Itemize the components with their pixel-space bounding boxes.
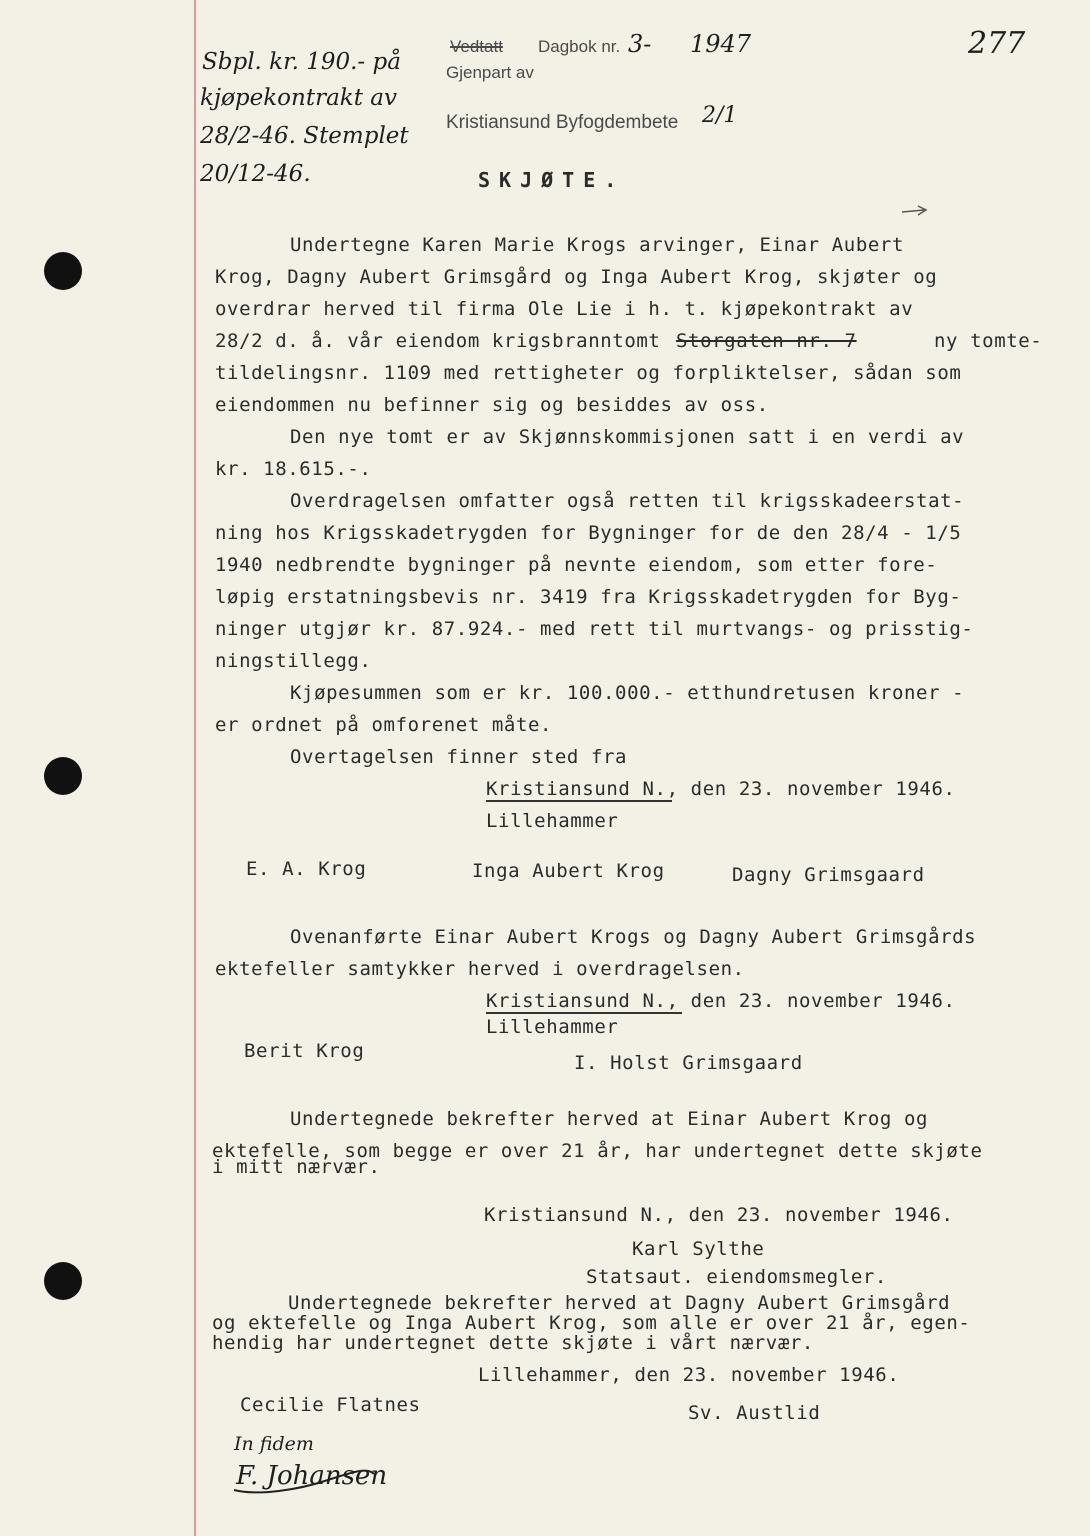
margin-note-line-3: 28/2-46. Stemplet	[200, 123, 409, 149]
body-line: er ordnet på omforenet måte.	[215, 714, 553, 736]
body-line: Undertegne Karen Marie Krogs arvinger, Einar Aubert	[290, 234, 904, 256]
office-name: Kristiansund Byfogdembete	[446, 112, 679, 133]
margin-note-line-2: kjøpekontrakt av	[200, 85, 397, 111]
footer-signature: F. Johansen	[236, 1461, 388, 1491]
punch-hole-bottom	[44, 1262, 82, 1300]
consent-place-alt: Lillehammer	[486, 1016, 619, 1038]
witness1-line-1: Undertegnede bekrefter herved at Einar Aubert Krog og	[290, 1108, 929, 1130]
signature-holst-grimsgaard: I. Holst Grimsgaard	[574, 1052, 803, 1074]
consent-place-underline	[486, 1012, 682, 1014]
body-line: kr. 18.615.-.	[215, 458, 372, 480]
body-line: løpig erstatningsbevis nr. 3419 fra Krigsskadetrygden for Byg-	[215, 586, 962, 608]
arrow-mark-icon	[900, 204, 930, 218]
body-line: 28/2 d. å. vår eiendom krigsbranntomt	[215, 330, 661, 352]
witness2-line-2: og ektefelle og Inga Aubert Krog, som alle er over 21 år, egen-	[212, 1312, 971, 1334]
page-number: 277	[968, 26, 1026, 61]
margin-note-line-4: 20/12-46.	[200, 161, 311, 187]
witness1-name: Karl Sylthe	[632, 1238, 765, 1260]
in-fidem-note: In fidem	[234, 1433, 314, 1455]
witness1-role: Statsaut. eiendomsmegler.	[586, 1266, 887, 1288]
consent-line-1: Ovenanførte Einar Aubert Krogs og Dagny Aubert Grimsgårds	[290, 926, 977, 948]
body-line: 1940 nedbrendte bygninger på nevnte eiendom, som etter fore-	[215, 554, 938, 576]
witness1-place-date: Kristiansund N., den 23. november 1946.	[484, 1204, 954, 1226]
signature-sv-austlid: Sv. Austlid	[688, 1402, 821, 1424]
signature-ea-krog: E. A. Krog	[246, 858, 367, 880]
signature-flourish-icon	[228, 1450, 378, 1500]
body-line: Overdragelsen omfatter også retten til krigsskadeerstat-	[290, 490, 965, 512]
signature-berit-krog: Berit Krog	[244, 1040, 365, 1062]
header-struck-word: Vedtatt	[450, 37, 503, 56]
witness2-line-1: Undertegnede bekrefter herved at Dagny Aubert Grimsgård	[288, 1292, 951, 1314]
place-alt-1: Lillehammer	[486, 810, 619, 832]
punch-hole-top	[44, 252, 82, 290]
dagbok-number: 3-	[628, 30, 652, 58]
place-underline-1	[486, 800, 672, 802]
signature-dagny-grimsgaard: Dagny Grimsgaard	[732, 864, 925, 886]
consent-line-2: ektefeller samtykker herved i overdragelsen.	[215, 958, 745, 980]
witness1-line-3: i mitt nærvær.	[212, 1156, 381, 1178]
body-line: tildelingsnr. 1109 med rettigheter og forpliktelser, sådan som	[215, 362, 962, 384]
body-line: overdrar herved til firma Ole Lie i h. t. kjøpekontrakt av	[215, 298, 914, 320]
witness1-line-2: ektefelle, som begge er over 21 år, har undertegnet dette skjøte	[212, 1140, 983, 1162]
body-line: ninger utgjør kr. 87.924.- med rett til murtvangs- og prisstig-	[215, 618, 974, 640]
margin-rule	[194, 0, 196, 1536]
punch-hole-middle	[44, 757, 82, 795]
gjenpart-label: Gjenpart av	[446, 63, 534, 82]
struck-address: Storgaten nr. 7	[676, 330, 857, 352]
body-line: Den nye tomt er av Skjønnskommisjonen satt i en verdi av	[290, 426, 965, 448]
body-line: Krog, Dagny Aubert Grimsgård og Inga Aubert Krog, skjøter og	[215, 266, 938, 288]
margin-note-line-1: Sbpl. kr. 190.- på	[202, 49, 401, 75]
body-line: ningstillegg.	[215, 650, 372, 672]
place-date-1: Kristiansund N., den 23. november 1946.	[486, 778, 956, 800]
office-suffix: 2/1	[702, 103, 738, 128]
signature-cecilie-flatnes: Cecilie Flatnes	[240, 1394, 421, 1416]
dagbok-year: 1947	[690, 30, 752, 58]
body-line: ny tomte-	[934, 330, 1043, 352]
witness2-line-3: hendig har undertegnet dette skjøte i vårt nærvær.	[212, 1332, 814, 1354]
signature-inga-krog: Inga Aubert Krog	[472, 860, 665, 882]
document-title: SKJØTE.	[478, 168, 626, 192]
body-line: Kjøpesummen som er kr. 100.000.- etthundretusen kroner -	[290, 682, 965, 704]
witness2-place-date: Lillehammer, den 23. november 1946.	[478, 1364, 900, 1386]
consent-place-date: Kristiansund N., den 23. november 1946.	[486, 990, 956, 1012]
body-line: ning hos Krigsskadetrygden for Bygninger for de den 28/4 - 1/5	[215, 522, 962, 544]
dagbok-label: Dagbok nr.	[538, 37, 621, 56]
body-line: eiendommen nu befinner sig og besiddes av oss.	[215, 394, 769, 416]
body-line: Overtagelsen finner sted fra	[290, 746, 628, 768]
